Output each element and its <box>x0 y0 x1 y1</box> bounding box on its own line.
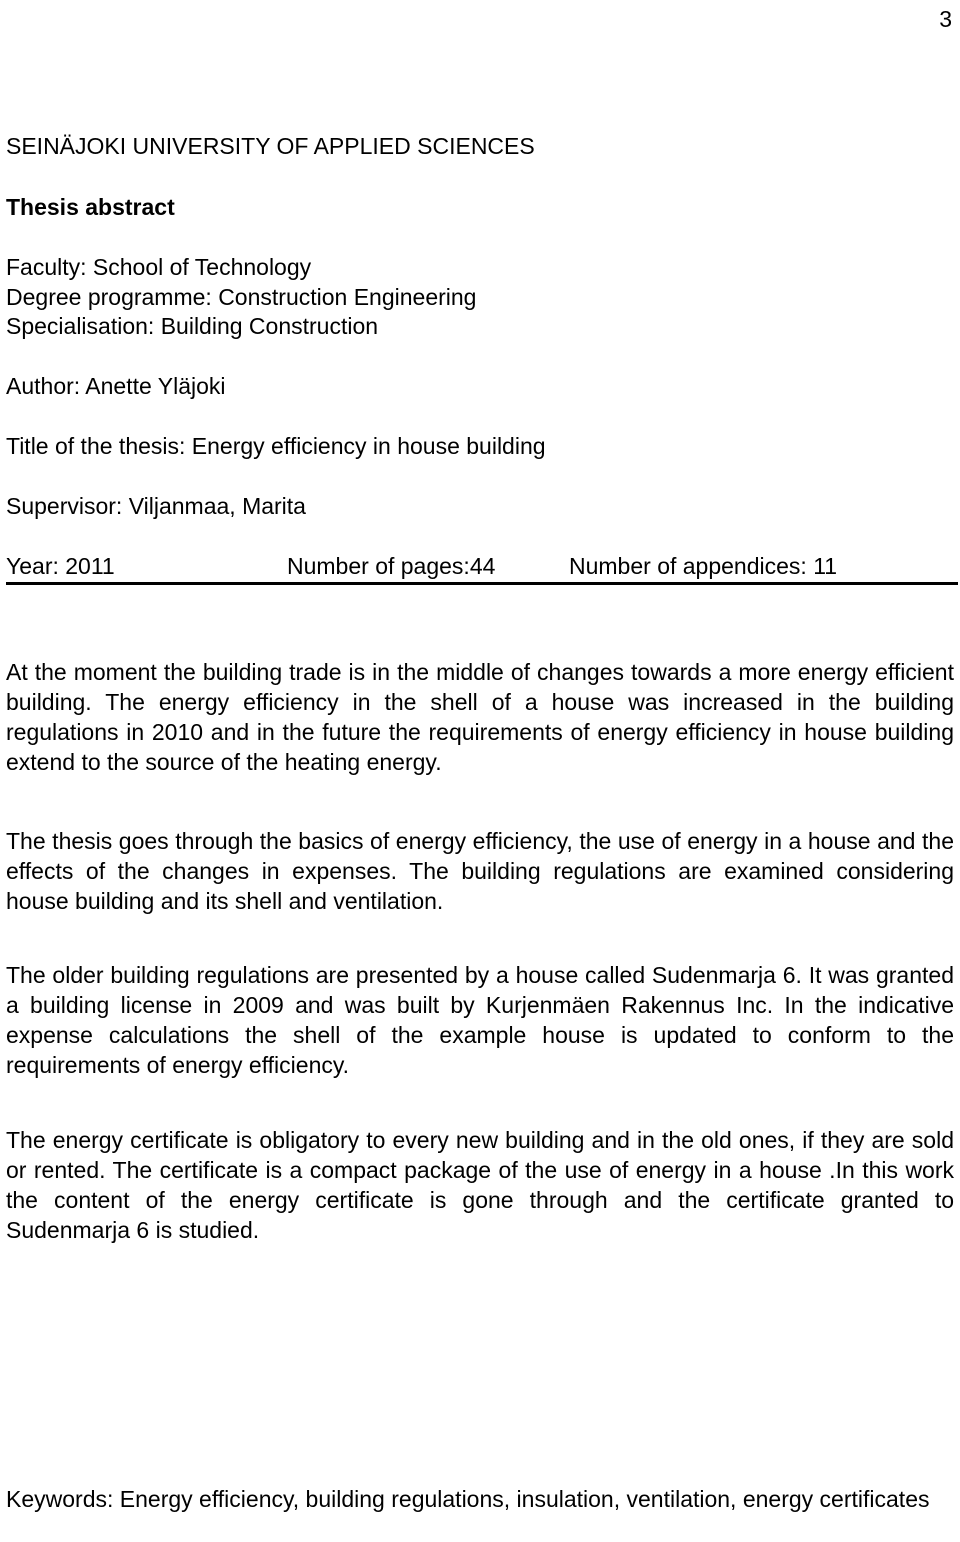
page-number: 3 <box>939 6 952 32</box>
abstract-paragraph-3: The older building regulations are presented by a house called Sudenmarja 6. It was granted a building license in 2009 and was built by Kurjenmäen Rakennus Inc. In the indicative expense calculations the shell of the example house is updated to conform to the requirements of energy efficiency. <box>6 962 954 1078</box>
abstract-paragraph-2: The thesis goes through the basics of energy efficiency, the use of energy in a house and the effects of the changes in expenses. The building regulations are examined considering house building and its shell and ventilation. <box>6 828 954 914</box>
degree-programme-line: Degree programme: Construction Engineering <box>6 284 477 310</box>
divider-rule <box>6 582 958 585</box>
page-count-field: Number of pages:44 <box>287 553 496 579</box>
thesis-title-line: Title of the thesis: Energy efficiency in house building <box>6 433 546 459</box>
appendix-count-field: Number of appendices: 11 <box>569 553 838 579</box>
faculty-line: Faculty: School of Technology <box>6 254 312 280</box>
keywords-line: Keywords: Energy efficiency, building regulations, insulation, ventilation, energy certificates <box>6 1486 930 1512</box>
specialisation-line: Specialisation: Building Construction <box>6 313 379 339</box>
abstract-paragraph-1: At the moment the building trade is in the middle of changes towards a more energy efficient building. The energy efficiency in the shell of a house was increased in the building regulations in 2010 and in the future the requirements of energy efficiency in house building extend to the source of the heating energy. <box>6 659 954 775</box>
year-field: Year: 2011 <box>6 553 115 579</box>
publication-details-row <box>6 551 956 581</box>
institution-name: SEINÄJOKI UNIVERSITY OF APPLIED SCIENCES <box>6 133 535 159</box>
document-type-heading: Thesis abstract <box>6 194 175 220</box>
abstract-paragraph-4: The energy certificate is obligatory to every new building and in the old ones, if they are sold or rented. The certificate is a compact package of the use of energy in a house .In this work the content of the energy certificate is gone through and the certificate granted to Sudenmarja 6 is studied. <box>6 1127 954 1243</box>
author-line: Author: Anette Yläjoki <box>6 373 226 399</box>
supervisor-line: Supervisor: Viljanmaa, Marita <box>6 493 306 519</box>
